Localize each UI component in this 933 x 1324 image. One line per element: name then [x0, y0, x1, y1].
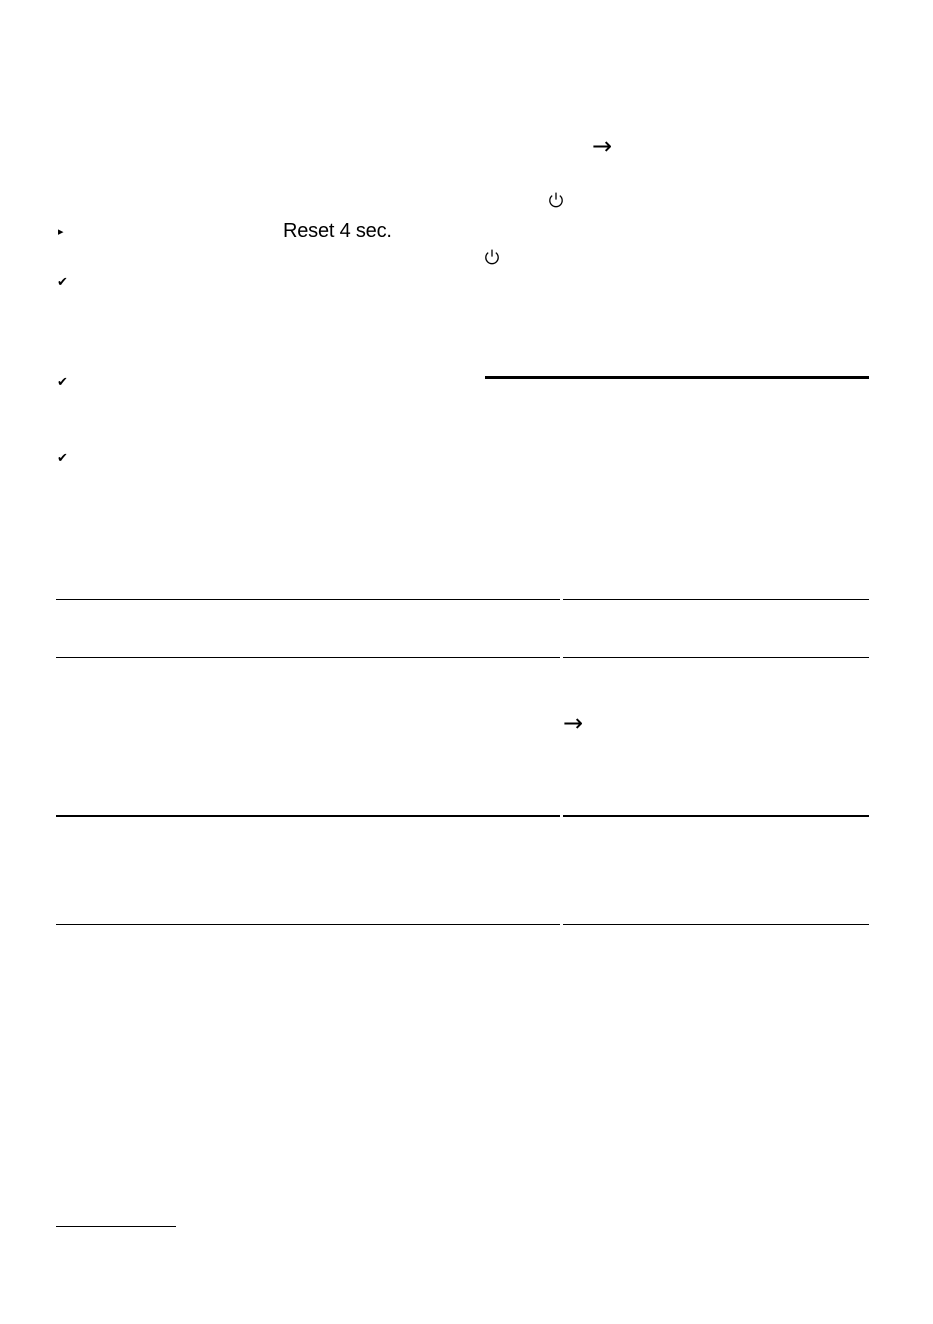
table-bottom-rule	[56, 924, 560, 925]
checkmark-icon: ✔	[57, 275, 68, 290]
footnote-separator	[56, 1226, 176, 1227]
table-header-bottom-rule	[563, 657, 869, 658]
table-header-bottom-rule	[56, 657, 560, 658]
table-row-separator	[56, 815, 560, 817]
reset-duration-label: Reset 4 sec.	[283, 220, 392, 242]
triangle-bullet-icon: ▸	[58, 225, 64, 238]
checkmark-icon: ✔	[57, 451, 68, 466]
arrow-right-icon: →	[592, 132, 613, 160]
table-header-top-rule	[56, 599, 560, 600]
table-header-top-rule	[563, 599, 869, 600]
table-row-separator	[563, 815, 869, 817]
arrow-right-icon: →	[563, 709, 584, 737]
checkmark-icon: ✔	[57, 375, 68, 390]
table-bottom-rule	[563, 924, 869, 925]
